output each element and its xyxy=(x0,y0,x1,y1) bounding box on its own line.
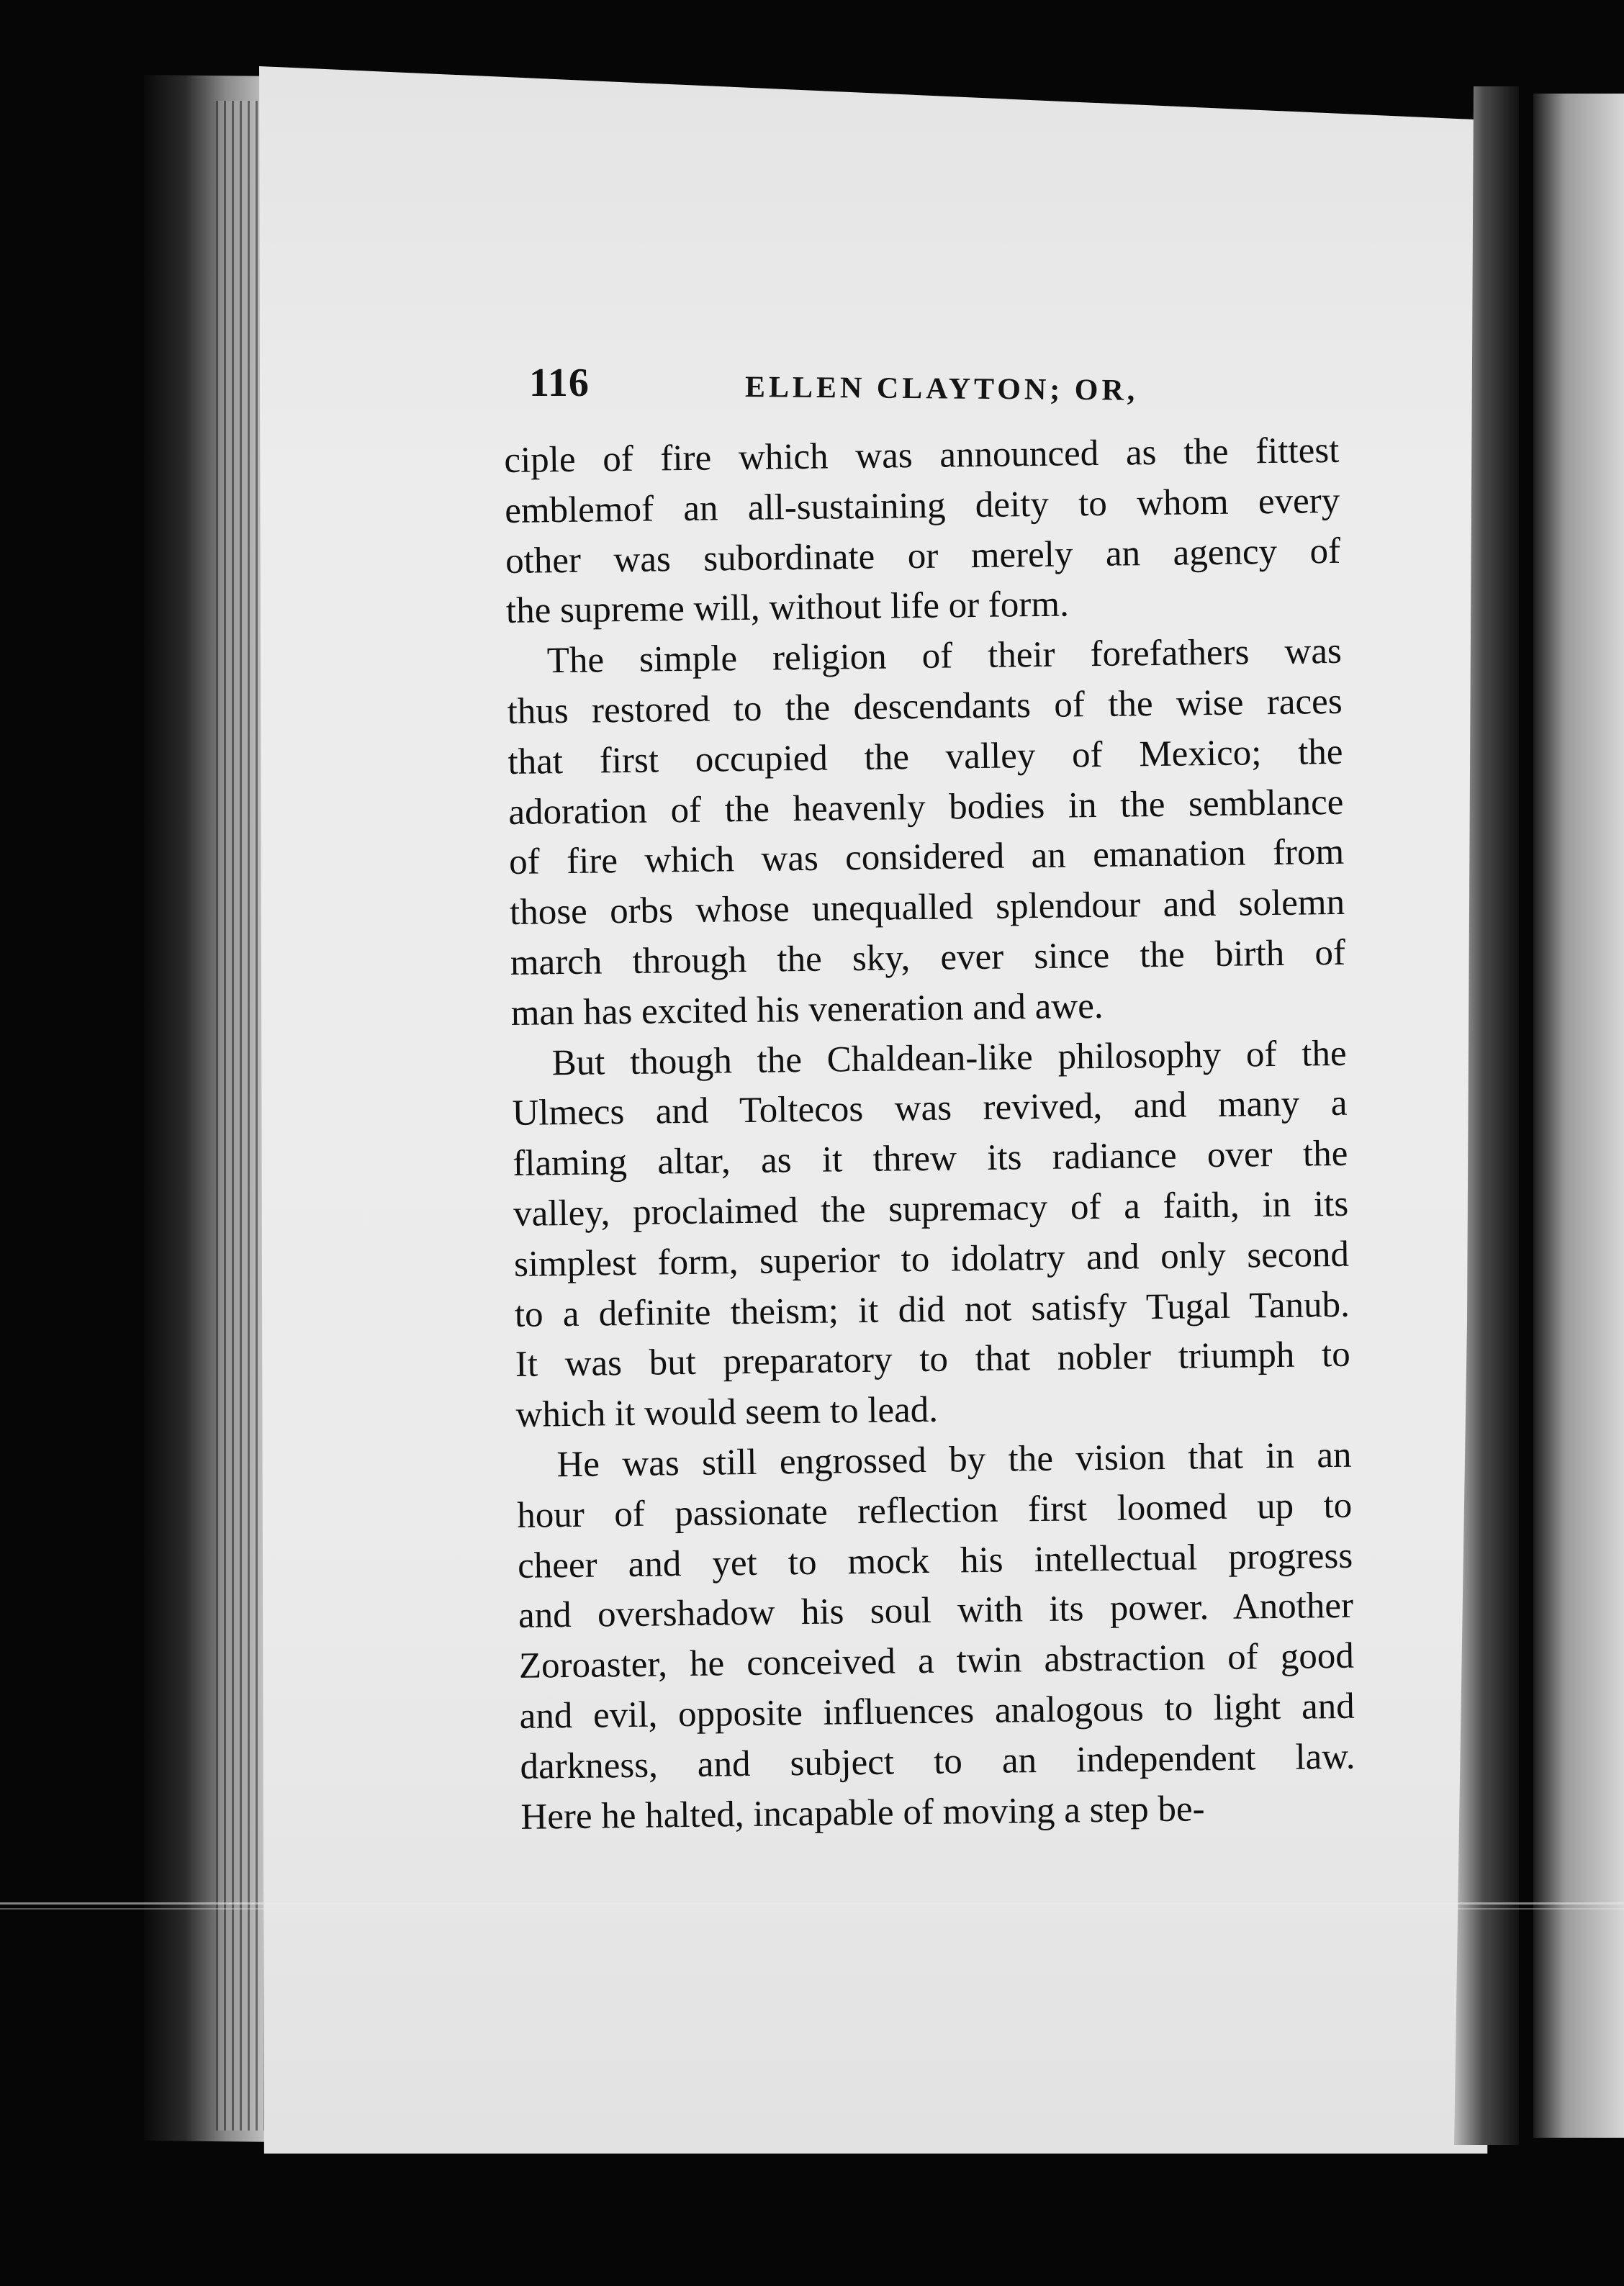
text-line: of fire which was considered an emanation from xyxy=(508,832,1345,883)
text-line: man has excited his veneration and awe. xyxy=(510,985,1104,1034)
text-line: that first occupied the valley of Mexico; the xyxy=(508,731,1343,782)
text-line: But though the Chaldean-like philosophy of the xyxy=(551,1033,1347,1083)
text-line: thus restored to the descendants of the wise races xyxy=(507,681,1343,732)
text-line: It was but preparatory to that nobler triumph to xyxy=(515,1334,1351,1386)
body-text xyxy=(504,426,1356,1843)
text-line: ciple of fire which was announced as the fittest xyxy=(504,430,1340,481)
text-line: flaming altar, as it threw its radiance over the xyxy=(513,1133,1348,1185)
text-line: Zoroaster, he conceived a twin abstraction of good xyxy=(518,1635,1355,1686)
text-line: Here he halted, incapable of moving a step be- xyxy=(520,1788,1205,1838)
scan-artifact-line xyxy=(0,1908,1624,1910)
scan-artifact-line xyxy=(0,1902,1624,1905)
running-head: ELLEN CLAYTON; OR, xyxy=(744,371,1139,407)
paragraph xyxy=(504,426,1341,637)
text-line: He was still engrossed by the vision that in an xyxy=(556,1435,1352,1486)
text-line: and evil, opposite influences analogous to light and xyxy=(519,1686,1355,1737)
text-line: those orbs whose unequalled splendour and solemn xyxy=(509,882,1345,934)
text-line: The simple religion of their forefathers was xyxy=(546,631,1343,682)
text-line: darkness, and subject to an independent law. xyxy=(520,1736,1355,1787)
paragraph xyxy=(516,1431,1356,1843)
text-line: the supreme will, without life or form. xyxy=(505,584,1070,632)
text-line: march through the sky, ever since the birth of xyxy=(510,932,1346,983)
book-binding-stack xyxy=(216,101,266,2131)
text-line: valley, proclaimed the supremacy of a faith, in its xyxy=(513,1183,1349,1234)
text-line: which it would seem to lead. xyxy=(515,1389,939,1436)
text-line: Ulmecs and Toltecos was revived, and many a xyxy=(512,1083,1348,1134)
text-line: emblemof an all-sustaining deity to whom every xyxy=(504,480,1340,531)
text-line: to a definite theism; it did not satisfy Tugal Tanub. xyxy=(514,1284,1350,1335)
text-line: hour of passionate reflection first loomed up to xyxy=(516,1485,1353,1536)
text-line: and overshadow his soul with its power. Another xyxy=(518,1586,1354,1637)
text-line: simplest form, superior to idolatry and only second xyxy=(513,1234,1350,1285)
facing-page-edge xyxy=(1533,94,1624,2138)
text-line: cheer and yet to mock his intellectual progress xyxy=(517,1535,1353,1586)
paragraph xyxy=(511,1029,1351,1441)
page-header xyxy=(529,360,1393,410)
paragraph xyxy=(506,627,1346,1039)
text-line: other was subordinate or merely an agency of xyxy=(505,530,1341,582)
page-number: 116 xyxy=(529,361,590,405)
text-line: adoration of the heavenly bodies in the semblance xyxy=(508,782,1344,833)
